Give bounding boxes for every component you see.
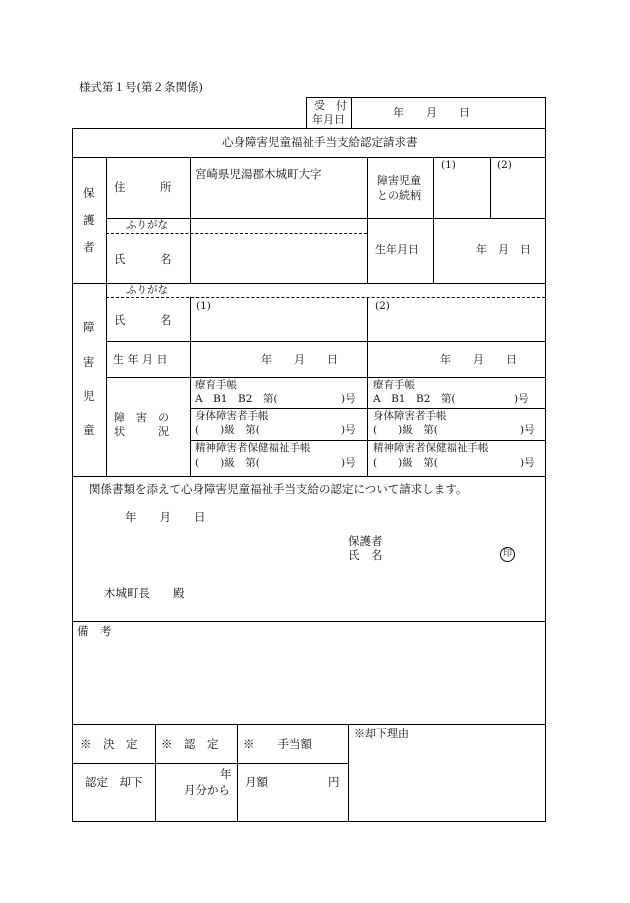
receipt-date: 年 月 日 — [393, 106, 470, 119]
shintai-suffix-2: )号 — [520, 424, 535, 436]
child-furigana-dash — [106, 297, 545, 298]
table-left-border — [72, 128, 73, 822]
seishin-title-1: 精神障害者保健福祉手帳 — [195, 442, 311, 454]
guardian-label-col-divider — [190, 157, 191, 283]
declaration-guardian-label: 保護者 — [348, 534, 383, 548]
form-number: 様式第１号(第２条関係) — [79, 80, 203, 94]
ryoiku-suffix-2: )号 — [514, 393, 529, 405]
seishin-detail-1[interactable]: ( )級 第( — [195, 457, 260, 469]
ryoiku-title-1: 療育手帳 — [195, 379, 237, 391]
seishin-suffix-2: )号 — [520, 457, 535, 469]
shintai-detail-2[interactable]: ( )級 第( — [373, 424, 438, 436]
table-bottom-border — [72, 821, 546, 822]
table-right-border — [545, 97, 546, 822]
relationship-label-2: との続柄 — [377, 189, 421, 202]
guardian-mid-divider — [367, 157, 368, 283]
guardian-birthdate-label: 生年月日 — [375, 243, 419, 256]
address-row-bottom — [106, 218, 545, 219]
ryoiku-title-2: 療育手帳 — [373, 379, 415, 391]
guardian-right-divider — [433, 157, 434, 283]
receipt-box-left — [306, 97, 307, 128]
ryoiku-detail-1[interactable]: A B1 B2 第( — [195, 393, 278, 405]
child-name-col1[interactable]: (1) — [196, 300, 211, 312]
ryoiku-suffix-1: )号 — [341, 393, 356, 405]
disability-label-2: 状 況 — [114, 425, 169, 438]
allowance-label: ※ 手当額 — [243, 737, 312, 751]
guardian-name-label: 氏 名 — [114, 252, 172, 266]
decision-options[interactable]: 認定 却下 — [85, 775, 143, 789]
address-value[interactable]: 宮崎県児湯郡木城町大字 — [195, 167, 322, 181]
section-label-divider — [106, 157, 107, 476]
relationship-label-1: 障害児童 — [377, 174, 421, 187]
receipt-label-2: 年月日 — [312, 113, 345, 126]
child-birthdate-label: 生 年 月 日 — [113, 353, 168, 366]
seishin-title-2: 精神障害者保健福祉手帳 — [373, 442, 489, 454]
month-from-label: 月分から — [184, 783, 230, 797]
table-top-border — [72, 128, 545, 129]
shintai-row-bottom — [190, 440, 545, 441]
addressee: 木城町長 殿 — [104, 586, 185, 600]
shintai-detail-1[interactable]: ( )級 第( — [195, 424, 260, 436]
seal-mark: 印 — [500, 547, 515, 562]
guardian-label-1: 保 — [83, 186, 95, 200]
child-label-col-divider — [190, 297, 191, 476]
guardian-label-2: 護 — [83, 213, 95, 227]
relationship-col2[interactable]: (2) — [497, 159, 512, 171]
ryoiku-row-bottom — [190, 408, 545, 409]
child-birth-row-bottom — [106, 377, 545, 378]
child-birthdate-value-1[interactable]: 年 月 日 — [261, 353, 338, 366]
relationship-col1[interactable]: (1) — [441, 159, 456, 171]
receipt-label-1: 受 付 — [314, 99, 347, 112]
child-label-2: 害 — [83, 355, 95, 369]
yen-label: 円 — [328, 775, 340, 789]
guardian-birthdate-value[interactable]: 年 月 日 — [476, 243, 531, 256]
declaration-date[interactable]: 年 月 日 — [125, 510, 206, 524]
monthly-label: 月額 — [245, 775, 268, 789]
recognition-label: ※ 認 定 — [161, 737, 219, 751]
address-label: 住 所 — [114, 180, 172, 194]
child-mid-divider — [367, 297, 368, 476]
ryoiku-detail-2[interactable]: A B1 B2 第( — [373, 393, 456, 405]
child-birthdate-value-2[interactable]: 年 月 日 — [440, 353, 517, 366]
year-label: 年 — [220, 767, 232, 781]
child-name-label: 氏 名 — [114, 313, 172, 327]
title-row-bottom — [72, 157, 545, 158]
rejection-reason-label: ※却下理由 — [354, 727, 409, 740]
receipt-box-divider — [351, 97, 352, 128]
shintai-suffix-1: )号 — [341, 424, 356, 436]
child-label-4: 童 — [83, 423, 95, 437]
declaration-name-label: 氏 名 — [348, 548, 383, 562]
shintai-title-1: 身体障害者手帳 — [195, 410, 269, 422]
office-row-divider — [72, 763, 348, 764]
child-label-1: 障 — [83, 320, 95, 334]
form-title: 心身障害児童福祉手当支給認定請求書 — [222, 135, 418, 149]
receipt-box-top — [306, 97, 545, 98]
decision-label: ※ 決 定 — [80, 737, 138, 751]
remarks-label: 備 考 — [77, 624, 112, 638]
shintai-title-2: 身体障害者手帳 — [373, 410, 447, 422]
declaration-statement: 関係書類を添えて心身障害児童福祉手当支給の認定について請求します。 — [89, 482, 468, 496]
guardian-label-3: 者 — [83, 240, 95, 254]
relationship-col-divider — [490, 157, 491, 218]
child-name-row-bottom — [106, 341, 545, 342]
child-furigana-label: ふりがな — [126, 284, 168, 296]
remarks-bottom — [72, 724, 545, 725]
disability-label-1: 障 害 の — [114, 411, 169, 424]
office-col3-divider — [348, 724, 349, 821]
office-col2-divider — [237, 724, 238, 821]
office-col1-divider — [155, 724, 156, 821]
seishin-suffix-1: )号 — [341, 457, 356, 469]
child-section-bottom — [72, 476, 545, 477]
guardian-furigana-dash — [106, 233, 367, 234]
declaration-bottom — [72, 621, 545, 622]
seishin-detail-2[interactable]: ( )級 第( — [373, 457, 438, 469]
guardian-furigana-label: ふりがな — [126, 219, 168, 231]
child-name-col2[interactable]: (2) — [375, 300, 390, 312]
child-label-3: 児 — [83, 389, 95, 403]
